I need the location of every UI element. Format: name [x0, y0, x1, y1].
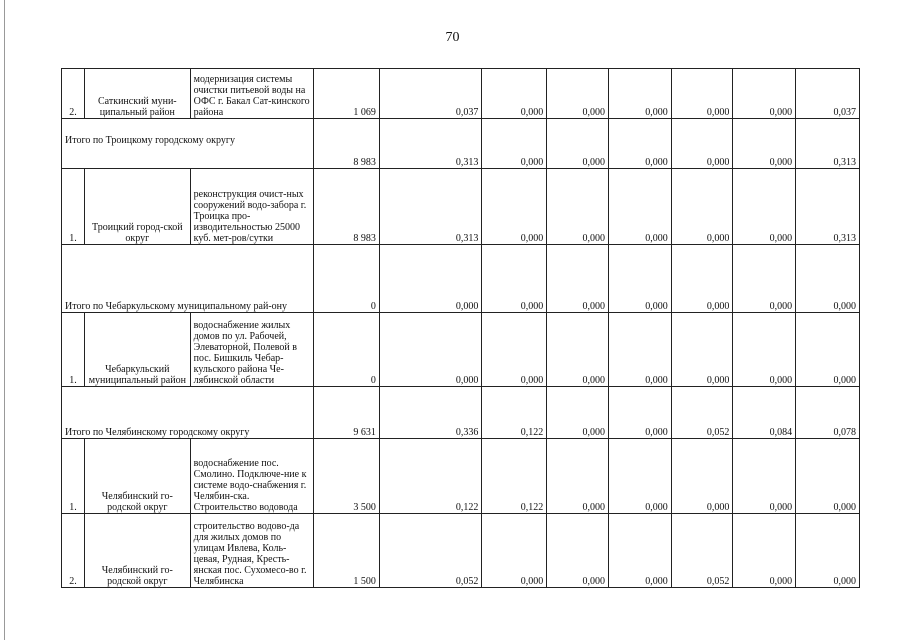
- value-cell: 0,000: [796, 439, 860, 514]
- municipality-cell: Челябинский го-родской округ: [85, 514, 191, 588]
- value-cell: 0,084: [733, 387, 796, 439]
- value-cell: 0,313: [796, 119, 860, 169]
- value-cell: 0,336: [379, 387, 481, 439]
- value-cell: 0,078: [796, 387, 860, 439]
- value-cell: 0,000: [482, 514, 547, 588]
- value-cell: 1 500: [314, 514, 380, 588]
- municipality-cell: Челябинский го-родской округ: [85, 439, 191, 514]
- project-cell: водоснабжение жилых домов по ул. Рабочей, Элеваторной, Полевой в пос. Бишкиль Чебар-кульского района Че-лябинской области: [190, 313, 313, 387]
- table-row: [62, 69, 860, 119]
- value-cell: 0,000: [482, 119, 547, 169]
- value-cell: 8 983: [314, 169, 380, 245]
- total-label: Итого по Челябинскому городскому округу: [62, 387, 314, 439]
- value-cell: 3 500: [314, 439, 380, 514]
- row-number: 1.: [62, 439, 85, 514]
- value-cell: 0,000: [482, 245, 547, 313]
- municipality-cell: Троицкий город-ской округ: [85, 169, 191, 245]
- value-cell: 0,037: [379, 69, 481, 119]
- value-cell: 0: [314, 313, 380, 387]
- value-cell: 0,122: [379, 439, 481, 514]
- value-cell: 0,000: [671, 439, 733, 514]
- municipality-cell: Саткинский муни-ципальный район: [85, 69, 191, 119]
- page-edge-line: [4, 0, 5, 640]
- total-row: [62, 387, 860, 439]
- value-cell: 0,122: [482, 387, 547, 439]
- project-cell: водоснабжение пос. Смолино. Подключе-ние к системе водо-снабжения г. Челябин-ска. Строительство водовода: [190, 439, 313, 514]
- value-cell: 0,000: [733, 169, 796, 245]
- value-cell: 0,000: [671, 119, 733, 169]
- value-cell: 0,000: [733, 69, 796, 119]
- total-row: [62, 119, 860, 169]
- value-cell: 0,000: [671, 69, 733, 119]
- value-cell: 0,000: [671, 169, 733, 245]
- value-cell: 0,000: [547, 387, 609, 439]
- row-number: 1.: [62, 313, 85, 387]
- value-cell: 0,000: [796, 514, 860, 588]
- financing-table: [61, 68, 860, 588]
- row-number: 2.: [62, 514, 85, 588]
- project-cell: модернизация системы очистки питьевой воды на ОФС г. Бакал Сат-кинского района: [190, 69, 313, 119]
- value-cell: 8 983: [314, 119, 380, 169]
- value-cell: 0,052: [671, 514, 733, 588]
- project-cell: реконструкция очист-ных сооружений водо-забора г. Троицка про-изводительностью 25000 куб. мет-ров/сутки: [190, 169, 313, 245]
- value-cell: 0,000: [796, 313, 860, 387]
- value-cell: 0,313: [379, 119, 481, 169]
- table-row: [62, 514, 860, 588]
- value-cell: 0,000: [796, 245, 860, 313]
- value-cell: 0,000: [547, 439, 609, 514]
- value-cell: 0,000: [733, 119, 796, 169]
- value-cell: 0,000: [608, 119, 671, 169]
- municipality-cell: Чебаркульский муниципальный район: [85, 313, 191, 387]
- value-cell: 0,122: [482, 439, 547, 514]
- value-cell: 0,052: [379, 514, 481, 588]
- value-cell: 0,000: [608, 514, 671, 588]
- total-row: [62, 245, 860, 313]
- project-cell: строительство водово-да для жилых домов по улицам Ивлева, Коль-цевая, Рудная, Кресть-янская пос. Сухомесо-во г. Челябинска: [190, 514, 313, 588]
- value-cell: 0,000: [547, 119, 609, 169]
- value-cell: 0,052: [671, 387, 733, 439]
- table-row: [62, 169, 860, 245]
- row-number: 2.: [62, 69, 85, 119]
- value-cell: 0,000: [379, 313, 481, 387]
- value-cell: 0,000: [379, 245, 481, 313]
- value-cell: 0,000: [547, 69, 609, 119]
- value-cell: 0,000: [733, 514, 796, 588]
- total-label: Итого по Чебаркульскому муниципальному рай-ону: [62, 245, 314, 313]
- value-cell: 0,000: [671, 245, 733, 313]
- value-cell: 0,000: [608, 69, 671, 119]
- value-cell: 0,000: [547, 514, 609, 588]
- value-cell: 0,000: [608, 169, 671, 245]
- value-cell: 0,000: [608, 387, 671, 439]
- value-cell: 0,000: [547, 245, 609, 313]
- table-row: [62, 439, 860, 514]
- value-cell: 0,000: [547, 313, 609, 387]
- value-cell: 0,313: [796, 169, 860, 245]
- value-cell: 9 631: [314, 387, 380, 439]
- value-cell: 0: [314, 245, 380, 313]
- value-cell: 0,000: [733, 245, 796, 313]
- value-cell: 0,000: [733, 439, 796, 514]
- value-cell: 0,000: [482, 69, 547, 119]
- value-cell: 0,000: [608, 245, 671, 313]
- value-cell: 0,037: [796, 69, 860, 119]
- value-cell: 0,000: [608, 439, 671, 514]
- value-cell: 0,313: [379, 169, 481, 245]
- value-cell: 0,000: [671, 313, 733, 387]
- table-row: [62, 313, 860, 387]
- page-number: 70: [445, 30, 460, 45]
- value-cell: 0,000: [482, 313, 547, 387]
- total-label: Итого по Троицкому городскому округу: [62, 119, 314, 169]
- value-cell: 0,000: [608, 313, 671, 387]
- value-cell: 0,000: [733, 313, 796, 387]
- row-number: 1.: [62, 169, 85, 245]
- value-cell: 0,000: [547, 169, 609, 245]
- value-cell: 1 069: [314, 69, 380, 119]
- value-cell: 0,000: [482, 169, 547, 245]
